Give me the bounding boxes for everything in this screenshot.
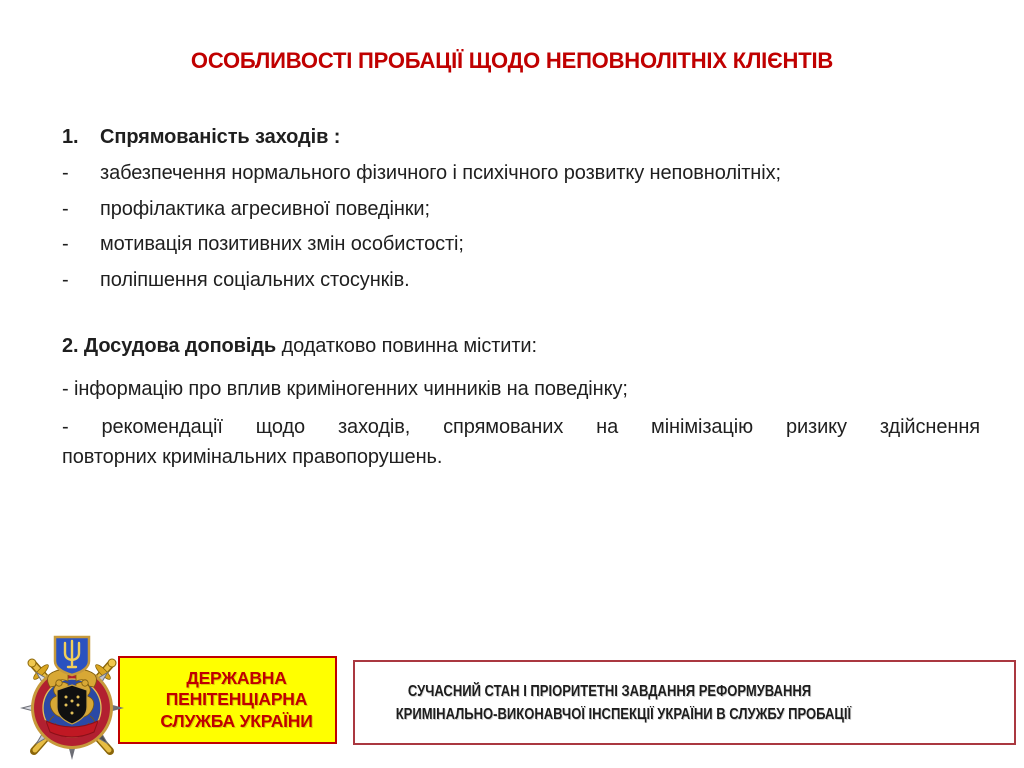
section2-heading bbox=[62, 328, 980, 365]
section2-heading-bold: 2. Досудова доповідь bbox=[62, 335, 277, 357]
section2-heading-rest: додатково повинна містити: bbox=[276, 335, 537, 357]
slide-title: ОСОБЛИВОСТІ ПРОБАЦІЇ ЩОДО НЕПОВНОЛІТНІХ КЛІЄНТІВ bbox=[190, 48, 834, 73]
emblem-black-shield bbox=[57, 685, 87, 724]
dash-bullet: - bbox=[62, 233, 69, 255]
state-penitentiary-emblem-icon bbox=[10, 621, 134, 768]
section1-heading-text: Спрямованість заходів : bbox=[100, 126, 341, 148]
slide-body bbox=[62, 119, 980, 472]
org-badge-line: СЛУЖБА УКРАЇНИ bbox=[160, 710, 313, 731]
paragraph-line: повторних кримінальних правопорушень. bbox=[62, 446, 443, 468]
section2-item: - інформацію про вплив криміногенних чинників на поведінку; bbox=[62, 378, 628, 400]
list-item-text: забезпечення нормального фізичного і психічного розвитку неповнолітніх; bbox=[100, 162, 781, 184]
dash-bullet: - bbox=[62, 268, 69, 291]
section1-number: 1. bbox=[62, 126, 79, 148]
org-badge bbox=[118, 656, 337, 744]
list-item bbox=[62, 156, 980, 192]
list-item bbox=[62, 227, 980, 263]
section2-paragraph bbox=[62, 412, 980, 472]
conference-banner bbox=[353, 660, 1016, 745]
list-item bbox=[62, 192, 980, 228]
org-badge-line: ПЕНІТЕНЦІАРНА bbox=[165, 689, 308, 710]
dash-bullet: - bbox=[62, 162, 69, 184]
section1-heading bbox=[62, 119, 980, 156]
paragraph-line: - рекомендації щодо заходів, спрямованих на мінімізацію ризику здійснення bbox=[62, 416, 980, 438]
conference-banner-line: СУЧАСНИЙ СТАН І ПРІОРИТЕТНІ ЗАВДАННЯ РЕФОРМУВАННЯ bbox=[407, 682, 812, 700]
list-item-text: мотивація позитивних змін особистості; bbox=[100, 233, 464, 255]
list-item-text: поліпшення соціальних стосунків. bbox=[100, 268, 410, 291]
trident-shield-icon bbox=[55, 637, 89, 675]
org-badge-line: ДЕРЖАВНА bbox=[186, 667, 287, 688]
conference-banner-line: КРИМІНАЛЬНО-ВИКОНАВЧОЇ ІНСПЕКЦІЇ УКРАЇНИ В СЛУЖБУ ПРОБАЦІЇ bbox=[395, 705, 852, 723]
list-item bbox=[62, 263, 980, 299]
dash-bullet: - bbox=[62, 197, 69, 220]
list-item-text: профілактика агресивної поведінки; bbox=[100, 197, 430, 220]
